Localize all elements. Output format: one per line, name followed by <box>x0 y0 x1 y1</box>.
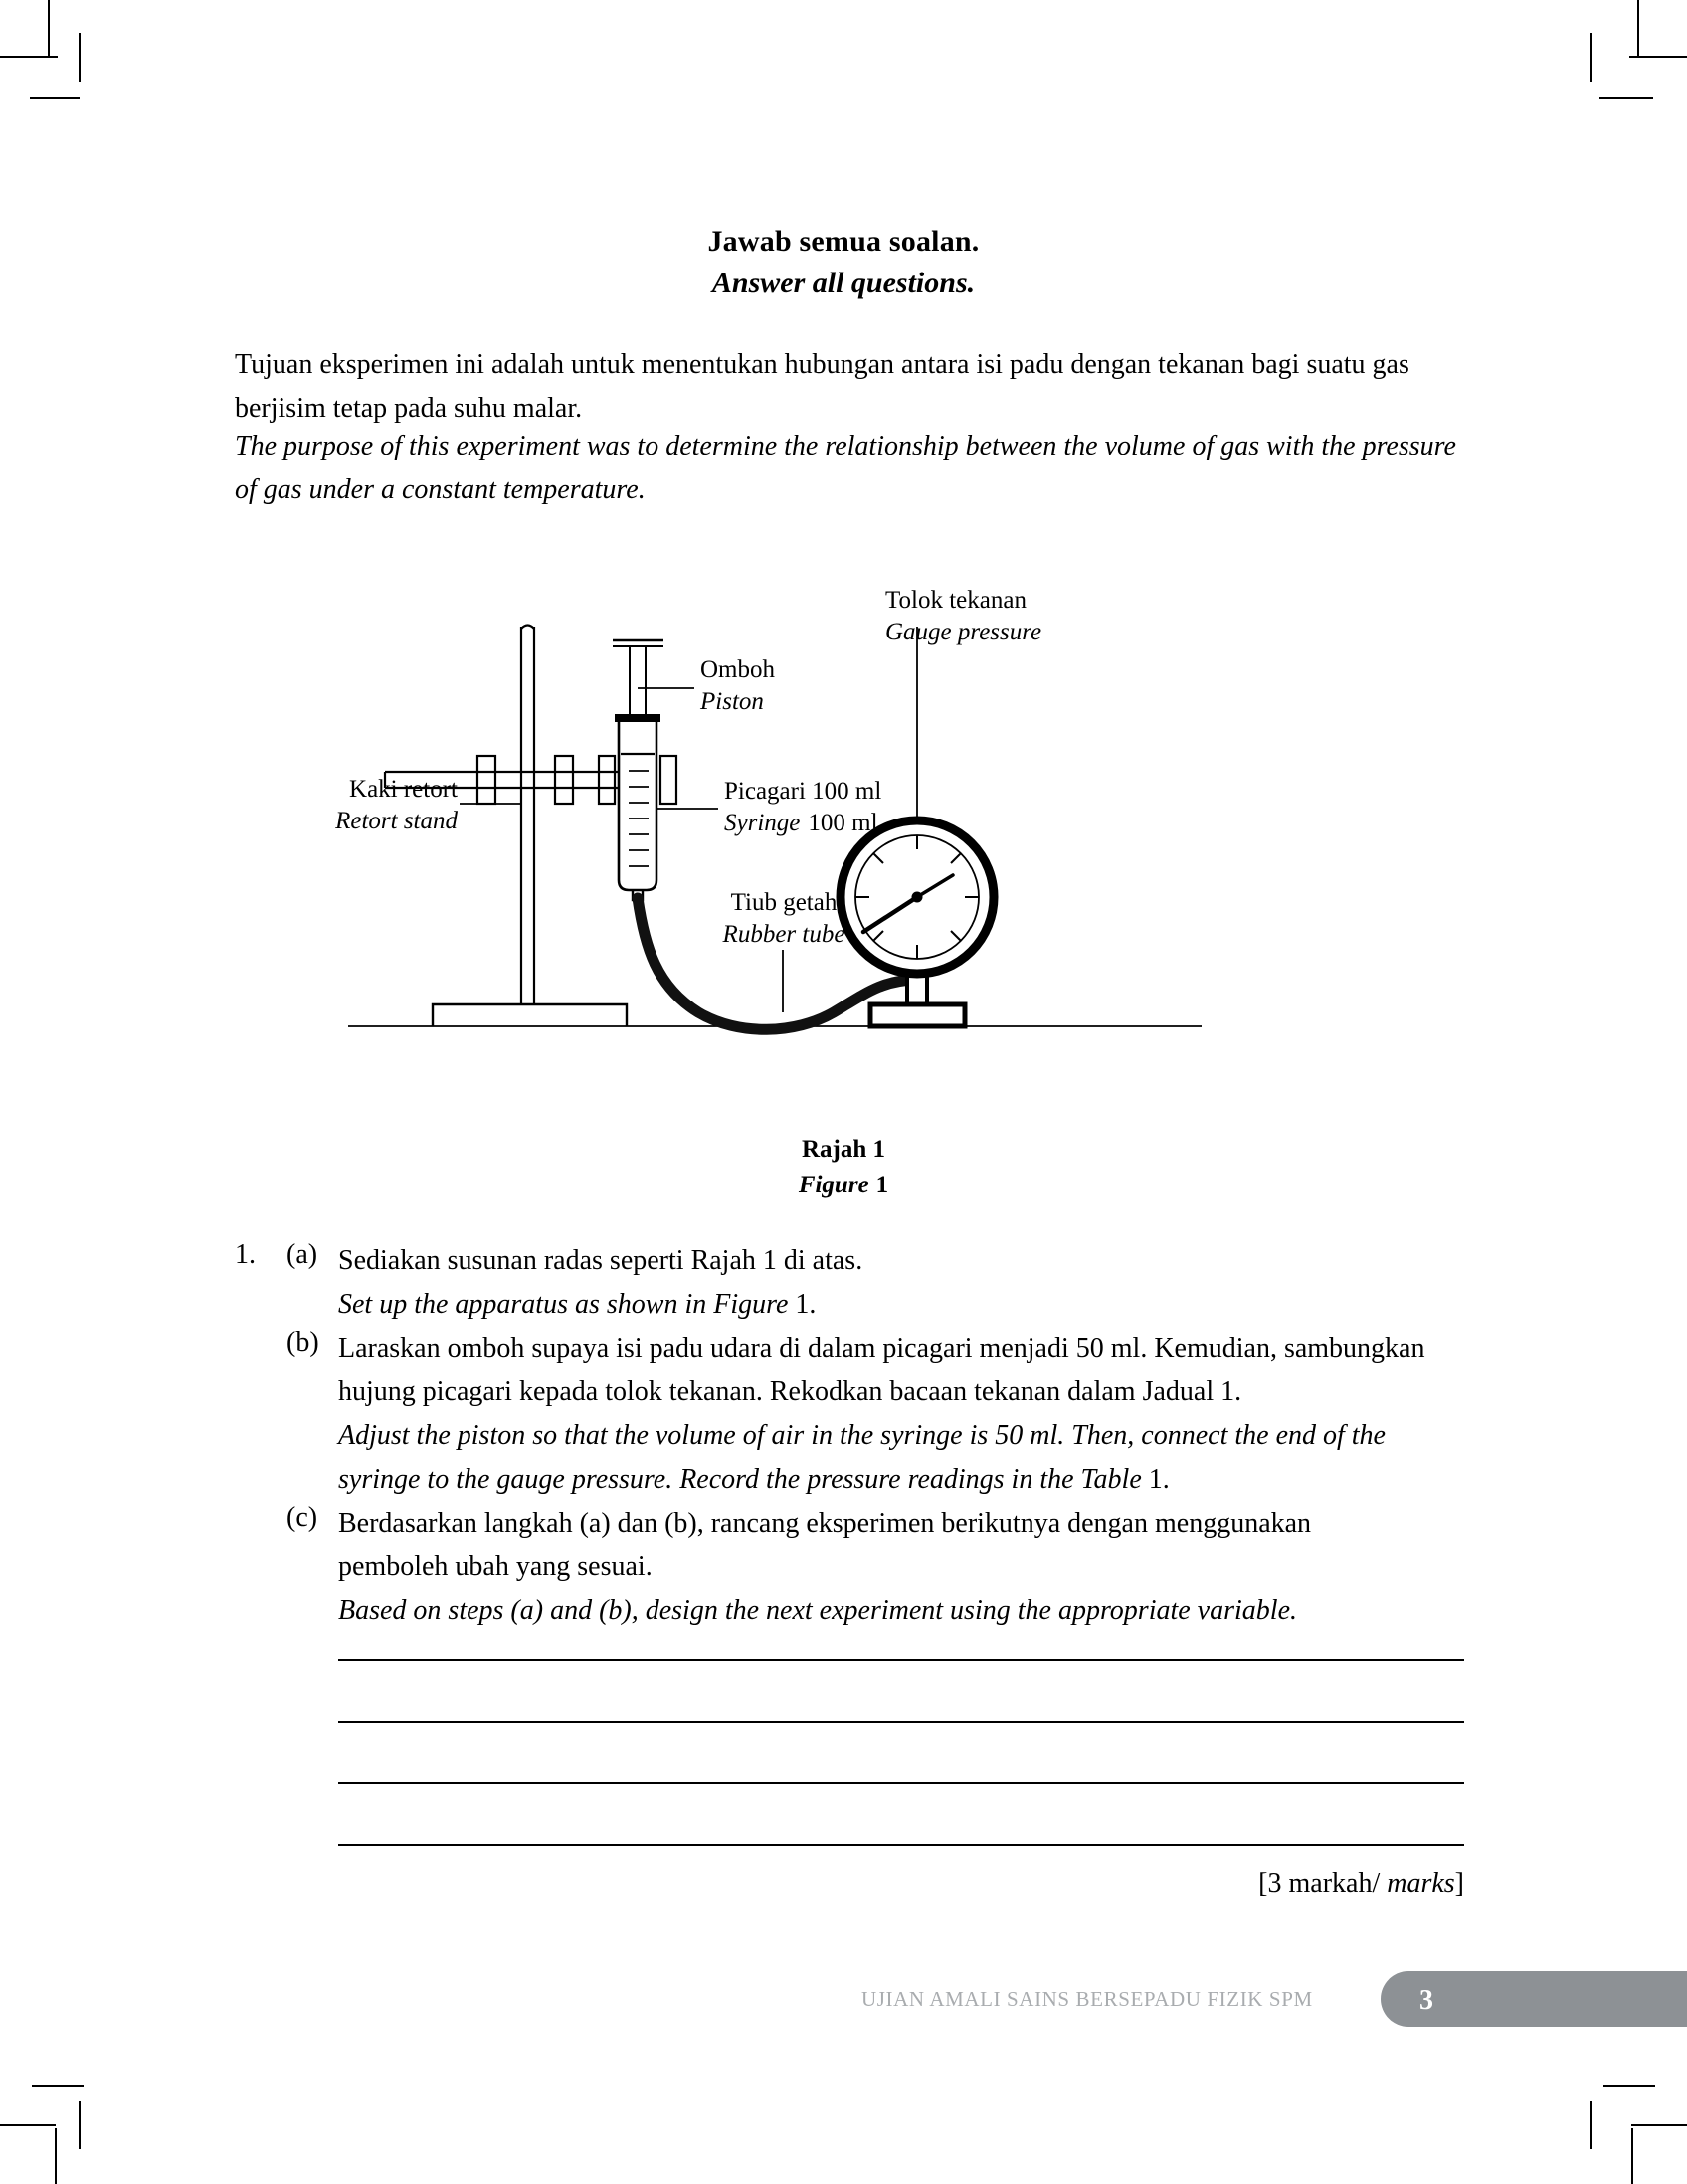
label-syringe-en: Syringe <box>724 810 801 836</box>
part-b-text-bm: Laraskan omboh supaya isi padu udara di dalam picagari menjadi 50 ml. Kemudian, sambungkan hujung picagari kepada tolok tekanan. Rekodkan bacaan tekanan dalam Jadual 1. <box>338 1333 1425 1407</box>
part-c-text-en: Based on steps (a) and (b), design the next experiment using the appropriate variable. <box>338 1595 1297 1626</box>
crop-mark-tl-corner-v <box>48 0 50 58</box>
page-title-en: Answer all questions. <box>711 267 976 299</box>
part-label-b: (b) <box>286 1327 319 1358</box>
crop-mark-tl-corner-h <box>0 56 58 58</box>
part-a-text-bm: Sediakan susunan radas seperti Rajah 1 di atas. <box>338 1245 863 1276</box>
label-syringe <box>724 776 881 839</box>
part-a-text-en <box>338 1283 1472 1327</box>
footer-page-number: 3 <box>1419 1985 1433 2016</box>
label-rubber-tube <box>694 887 873 951</box>
answer-line-3[interactable] <box>338 1782 1464 1784</box>
label-syringe-bm: Picagari 100 ml <box>724 778 882 805</box>
question-number: 1. <box>235 1239 256 1270</box>
crop-mark-tr-reg-v <box>1590 33 1592 82</box>
crop-mark-tr-corner-h <box>1629 56 1687 58</box>
crop-mark-br-corner-v <box>1631 2128 1633 2184</box>
figure-caption-en <box>0 1172 1687 1199</box>
page-title-bm: Jawab semua soalan. <box>707 225 980 258</box>
crop-mark-tl-reg-v <box>79 33 81 82</box>
marks-allocation <box>995 1868 1464 1900</box>
apparatus-diagram <box>328 587 1223 1134</box>
part-label-c: (c) <box>286 1502 318 1533</box>
crop-mark-tr-reg-h <box>1599 97 1653 99</box>
crop-mark-br-reg-v <box>1590 2101 1592 2149</box>
crop-mark-bl-reg-h <box>32 2085 84 2087</box>
crop-mark-bl-corner-h <box>0 2124 56 2126</box>
label-rubber-tube-en: Rubber tube <box>722 921 845 948</box>
figure-caption-en-word: Figure <box>798 1172 869 1198</box>
answer-line-4[interactable] <box>338 1844 1464 1846</box>
crop-mark-tr-corner-v <box>1637 0 1639 58</box>
intro-paragraph-en: The purpose of this experiment was to determine the relationship between the volume of gas with the pressure of gas under a constant temperature. <box>235 431 1456 505</box>
label-gauge-pressure <box>885 585 1041 648</box>
part-b-text-en-mid: 50 ml. Then, connect the end of the syringe to the gauge pressure. Record the pressure readings in the Table <box>338 1420 1386 1495</box>
figure-caption-en-num: 1 <box>875 1172 889 1198</box>
answer-line-2[interactable] <box>338 1721 1464 1723</box>
marks-suffix: ] <box>1454 1868 1464 1899</box>
label-retort-stand-en: Retort stand <box>335 808 458 834</box>
part-label-a: (a) <box>286 1239 318 1270</box>
crop-mark-br-corner-h <box>1631 2124 1687 2126</box>
footer-title: UJIAN AMALI SAINS BERSEPADU FIZIK SPM <box>861 1987 1313 2011</box>
answer-line-1[interactable] <box>338 1659 1464 1661</box>
crop-mark-bl-corner-v <box>55 2128 57 2184</box>
label-retort-stand-bm: Kaki retort <box>349 776 458 803</box>
marks-italic: marks <box>1387 1868 1455 1899</box>
crop-mark-bl-reg-v <box>79 2101 81 2149</box>
label-retort-stand <box>279 774 458 837</box>
label-syringe-en-num: 100 ml <box>808 810 878 836</box>
part-b-text-en <box>338 1414 1472 1502</box>
label-gauge-pressure-en: Gauge pressure <box>885 619 1042 645</box>
part-a-text-en-pre: Set up the apparatus as shown in Figure <box>338 1289 789 1320</box>
crop-mark-tl-reg-h <box>30 97 80 99</box>
label-piston-bm: Omboh <box>700 656 775 683</box>
part-b-text-en-pre: Adjust the piston so that the volume of air in the syringe is <box>338 1420 989 1451</box>
label-piston-en: Piston <box>700 688 764 715</box>
crop-mark-br-reg-h <box>1603 2085 1655 2087</box>
marks-prefix: [3 markah/ <box>1258 1868 1388 1899</box>
intro-paragraph-bm: Tujuan eksperimen ini adalah untuk menentukan hubungan antara isi padu dengan tekanan bagi suatu gas berjisim tetap pada suhu malar. <box>235 349 1409 424</box>
part-a-text-en-num: 1. <box>795 1289 817 1320</box>
figure-caption-bm: Rajah 1 <box>801 1136 886 1163</box>
part-b-text-en-num: 1. <box>1148 1464 1170 1495</box>
label-rubber-tube-bm: Tiub getah <box>730 889 838 916</box>
label-gauge-pressure-bm: Tolok tekanan <box>885 587 1027 614</box>
label-piston <box>700 654 775 718</box>
part-c-text-bm: Berdasarkan langkah (a) dan (b), rancang eksperimen berikutnya dengan menggunakan pemboleh ubah yang sesuai. <box>338 1508 1312 1582</box>
